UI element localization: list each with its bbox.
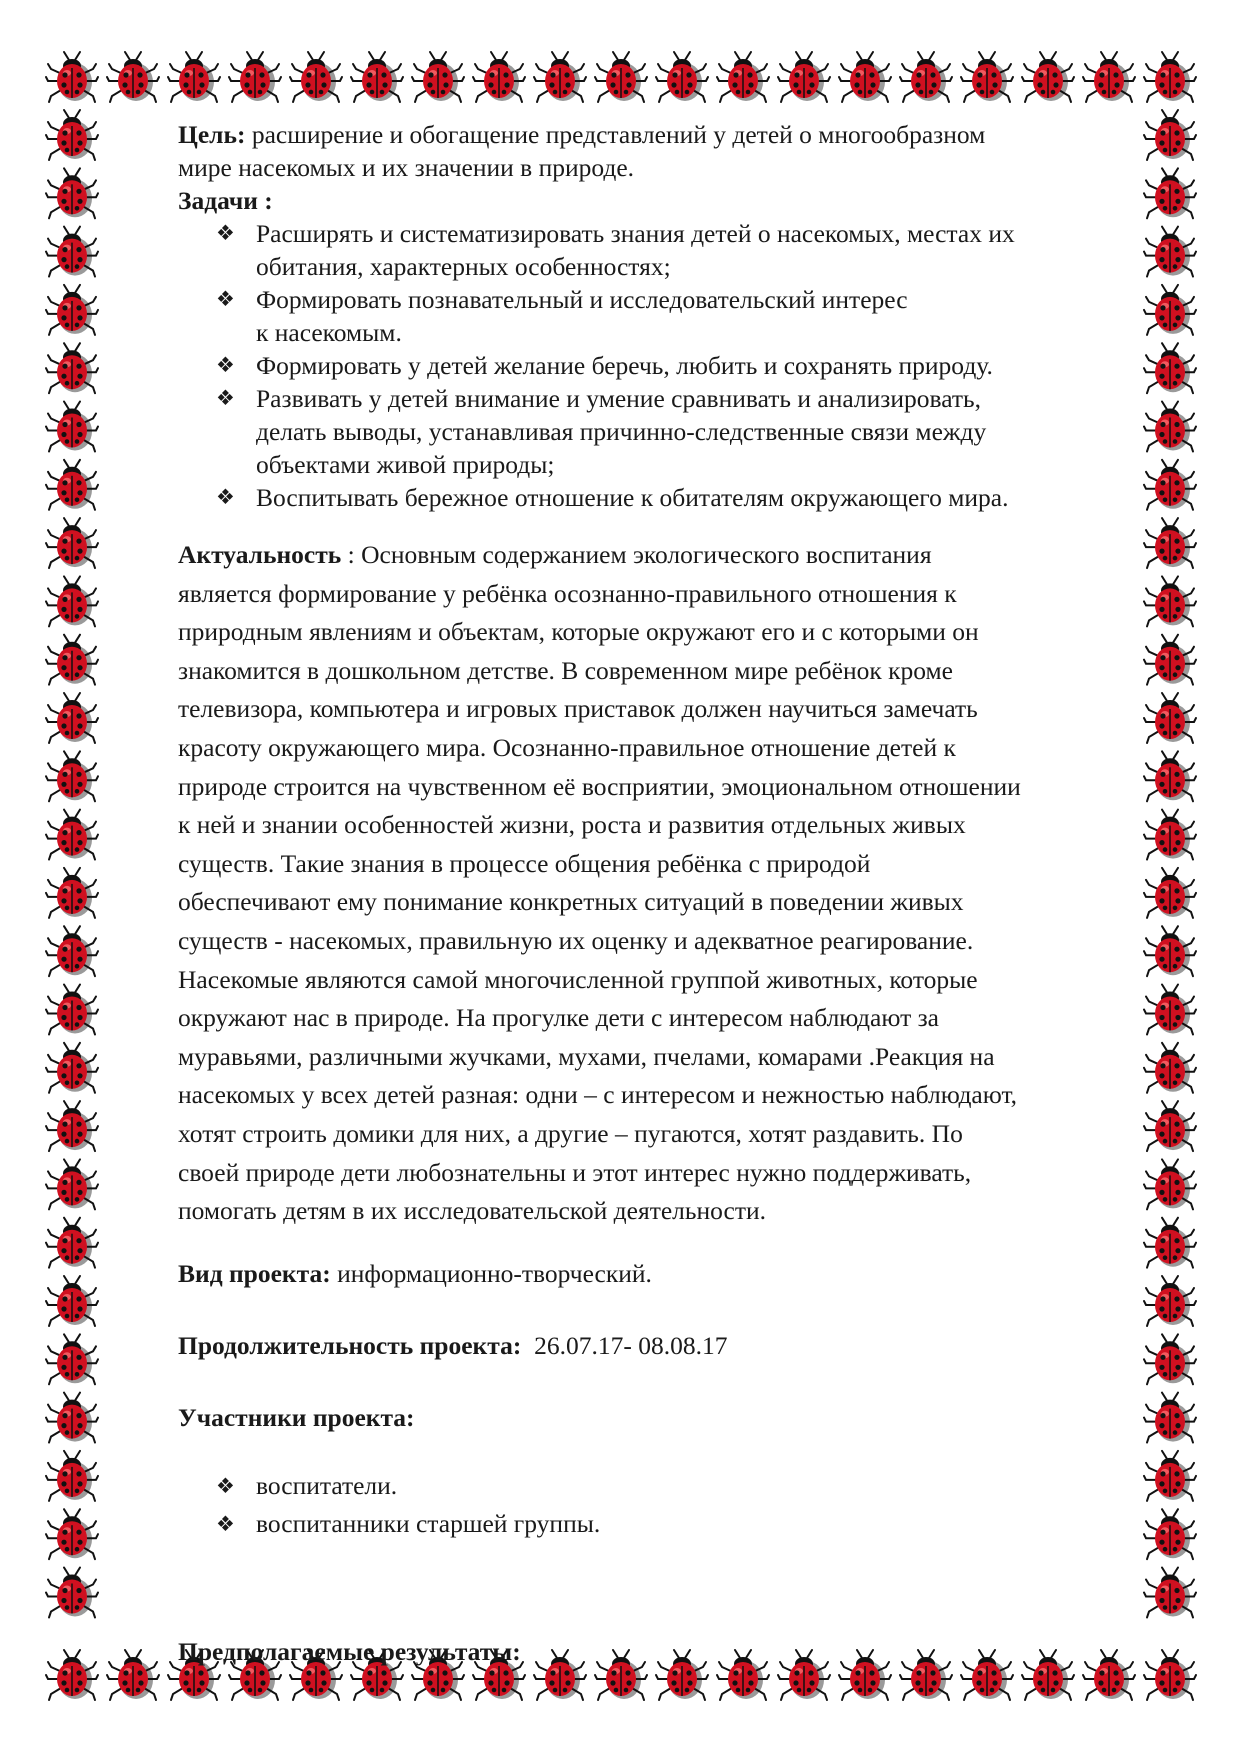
project-type-value: информационно-творческий.: [330, 1258, 652, 1288]
task-line: обитания, характерных особенностях;: [256, 252, 671, 281]
participant-text: воспитатели.: [256, 1470, 398, 1500]
ladybug-icon: [46, 110, 98, 160]
project-type-label: Вид проекта:: [178, 1258, 331, 1288]
relevance-label: Актуальность: [178, 540, 342, 569]
ladybug-icon: [351, 52, 403, 102]
relevance-line: является формирование у ребёнка осознанно-правильного отношения к: [178, 578, 957, 608]
ladybug-icon: [46, 751, 98, 801]
relevance-paragraph: [178, 536, 1158, 1231]
ladybug-icon: [46, 1509, 98, 1559]
list-item: [216, 217, 1158, 283]
ladybug-icon: [839, 52, 891, 102]
relevance-line: муравьями, различными жучками, мухами, пчелами, комарами .Реакция на: [178, 1041, 995, 1071]
relevance-line: : Основным содержанием экологического воспитания: [341, 540, 932, 569]
ladybug-icon: [46, 402, 98, 452]
list-item: [216, 283, 1158, 349]
diamond-bullet-icon: ❖: [216, 221, 235, 245]
relevance-line: существ - насекомых, правильную их оценку и адекватное реагирование.: [178, 925, 974, 955]
ladybug-icon: [46, 1334, 98, 1384]
diamond-bullet-icon: ❖: [216, 386, 235, 410]
relevance-line: телевизора, компьютера и игровых приставок должен научиться замечать: [178, 694, 978, 724]
ladybug-icon: [46, 518, 98, 568]
ladybug-icon: [46, 985, 98, 1035]
ladybug-icon: [1022, 52, 1074, 102]
ladybug-icon: [412, 52, 464, 102]
ladybug-icon: [46, 926, 98, 976]
ladybug-icon: [534, 52, 586, 102]
task-line: объектами живой природы;: [256, 450, 555, 479]
ladybug-icon: [46, 1650, 98, 1700]
task-line: Расширять и систематизировать знания детей о насекомых, местах их: [256, 219, 1015, 248]
ladybug-icon: [229, 52, 281, 102]
ladybug-icon: [46, 1218, 98, 1268]
diamond-bullet-icon: ❖: [216, 287, 235, 311]
document-body: [178, 118, 1158, 1671]
ladybug-icon: [46, 1159, 98, 1209]
ladybug-icon: [46, 576, 98, 626]
project-duration: [178, 1327, 1158, 1365]
relevance-line: хотят строить домики для них, а другие – пугаются, хотят раздавить. По: [178, 1118, 963, 1148]
ladybug-icon: [961, 52, 1013, 102]
ladybug-icon: [46, 343, 98, 393]
project-type: [178, 1255, 1158, 1293]
ladybug-icon: [46, 868, 98, 918]
relevance-line: природе строится на чувственном её восприятии, эмоциональном отношении: [178, 771, 1021, 801]
results-heading: Предполагаемые результаты:: [178, 1636, 521, 1666]
goal-line: мире насекомых и их значении в природе.: [178, 153, 635, 182]
ladybug-icon: [46, 635, 98, 685]
participant-text: воспитанники старшей группы.: [256, 1508, 601, 1538]
diamond-bullet-icon: ❖: [216, 485, 235, 509]
ladybug-icon: [778, 52, 830, 102]
relevance-line: окружают нас в природе. На прогулке дети с интересом наблюдают за: [178, 1003, 939, 1033]
ladybug-icon: [1083, 52, 1135, 102]
ladybug-icon: [290, 52, 342, 102]
relevance-line: существ. Такие знания в процессе общения ребёнка с природой: [178, 848, 871, 878]
ladybug-icon: [46, 1568, 98, 1618]
task-line: Воспитывать бережное отношение к обитателям окружающего мира.: [256, 483, 1009, 512]
relevance-line: обеспечивают ему понимание конкретных ситуаций в поведении живых: [178, 887, 964, 917]
relevance-line: к ней и знании особенностей жизни, роста и развития отдельных живых: [178, 810, 966, 840]
ladybug-icon: [46, 227, 98, 277]
duration-label: Продолжительность проекта:: [178, 1330, 522, 1360]
diamond-bullet-icon: ❖: [216, 1511, 235, 1536]
ladybug-icon: [46, 460, 98, 510]
relevance-line: красоту окружающего мира. Осознанно-правильное отношение детей к: [178, 732, 956, 762]
ladybug-icon: [595, 52, 647, 102]
goal-line: расширение и обогащение представлений у детей о многообразном: [251, 120, 986, 149]
participants-heading: Участники проекта:: [178, 1402, 415, 1432]
relevance-line: Насекомые являются самой многочисленной группой животных, которые: [178, 964, 978, 994]
task-line: Формировать познавательный и исследовательский интерес: [256, 285, 908, 314]
ladybug-icon: [46, 1276, 98, 1326]
diamond-bullet-icon: ❖: [216, 353, 235, 377]
relevance-line: знакомится в дошкольном детстве. В современном мире ребёнок кроме: [178, 655, 953, 685]
ladybug-icon: [1144, 52, 1196, 102]
list-item: [216, 382, 1158, 481]
duration-value: 26.07.17- 08.08.17: [521, 1330, 728, 1360]
tasks-heading: Задачи :: [178, 186, 273, 215]
ladybug-icon: [107, 1650, 159, 1700]
list-item: [216, 1467, 1158, 1505]
relevance-line: своей природе дети любознательны и этот интерес нужно поддерживать,: [178, 1157, 972, 1187]
task-line: делать выводы, устанавливая причинно-следственные связи между: [256, 417, 987, 446]
ladybug-icon: [46, 52, 98, 102]
goal-label: Цель:: [178, 120, 246, 149]
list-item: [216, 349, 1158, 382]
ladybug-icon: [168, 52, 220, 102]
ladybug-icon: [473, 52, 525, 102]
participants-list: [178, 1467, 1158, 1543]
diamond-bullet-icon: ❖: [216, 1473, 235, 1498]
ladybug-icon: [46, 810, 98, 860]
ladybug-icon: [46, 693, 98, 743]
ladybug-icon: [46, 285, 98, 335]
ladybug-icon: [107, 52, 159, 102]
ladybug-icon: [46, 1101, 98, 1151]
ladybug-icon: [656, 52, 708, 102]
list-item: [216, 1505, 1158, 1543]
tasks-list: [178, 217, 1158, 514]
relevance-line: насекомых у всех детей разная: одни – с интересом и нежностью наблюдают,: [178, 1080, 1018, 1110]
ladybug-icon: [46, 1043, 98, 1093]
relevance-line: помогать детям в их исследовательской деятельности.: [178, 1196, 767, 1226]
task-line: к насекомым.: [256, 318, 402, 347]
ladybug-icon: [46, 1393, 98, 1443]
ladybug-icon: [717, 52, 769, 102]
relevance-line: природным явлениям и объектам, которые окружают его и с которыми он: [178, 617, 979, 647]
ladybug-icon: [46, 1451, 98, 1501]
goal-paragraph: [178, 118, 1158, 184]
task-line: Развивать у детей внимание и умение сравнивать и анализировать,: [256, 384, 982, 413]
task-line: Формировать у детей желание беречь, любить и сохранять природу.: [256, 351, 993, 380]
ladybug-icon: [46, 168, 98, 218]
ladybug-icon: [900, 52, 952, 102]
list-item: [216, 481, 1158, 514]
